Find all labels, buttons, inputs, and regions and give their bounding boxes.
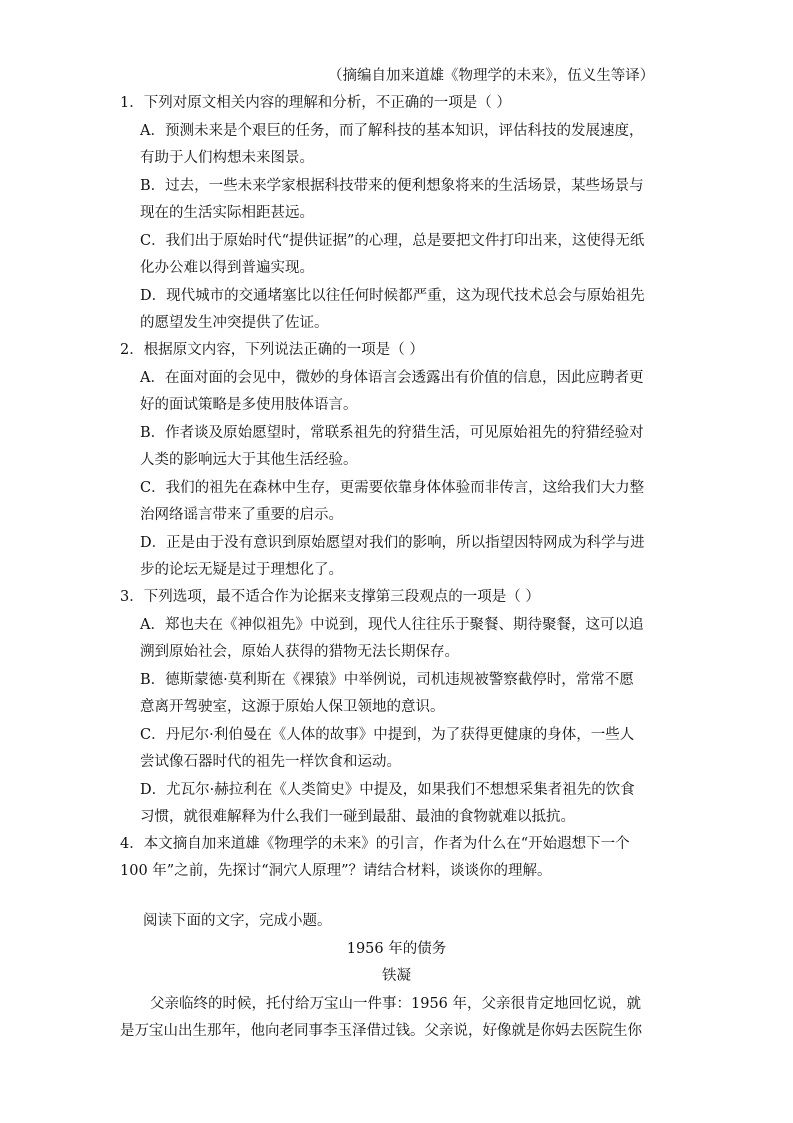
- question-3-stem: 3．下列选项，最不适合作为论据来支撑第三段观点的一项是（ ）: [120, 589, 540, 605]
- q1-option-d: D．现代城市的交通堵塞比以往任何时候都严重，这为现代技术总会与原始祖先: [140, 288, 645, 304]
- q2-option-a: A．在面对面的会见中，微妙的身体语言会透露出有价值的信息，因此应聘者更: [140, 370, 644, 386]
- q3-option-c: C．丹尼尔·利伯曼在《人体的故事》中提到，为了获得更健康的身体，一些人: [140, 727, 635, 743]
- q1-option-a: A．预测未来是个艰巨的任务，而了解科技的基本知识，评估科技的发展速度，: [140, 123, 644, 139]
- q2-option-a-cont: 好的面试策略是多使用肢体语言。: [140, 397, 358, 413]
- q1-option-a-cont: 有助于人们构想未来图景。: [140, 150, 314, 166]
- q2-option-d: D．正是由于没有意识到原始愿望对我们的影响，所以指望因特网成为科学与进: [140, 535, 645, 551]
- reading-instruction: 阅读下面的文字，完成小题。: [143, 913, 332, 929]
- q3-option-d-cont: 习惯，就很难解释为什么我们一碰到最甜、最油的食物就难以抵抗。: [140, 809, 575, 825]
- q2-option-b-cont: 人类的影响远大于其他生活经验。: [140, 452, 358, 468]
- passage-paragraph-line-1: 父亲临终的时候，托付给万宝山一件事：1956 年，父亲很肯定地回忆说，就: [150, 996, 642, 1012]
- q2-option-b: B．作者谈及原始愿望时，常联系祖先的狩猎生活，可见原始祖先的狩猎经验对: [140, 425, 644, 441]
- passage-author: 铁凝: [382, 968, 411, 984]
- q3-option-d: D．尤瓦尔·赫拉利在《人类简史》中提及，如果我们不想想采集者祖先的饮食: [140, 782, 635, 798]
- q3-option-c-cont: 尝试像石器时代的祖先一样饮食和运动。: [140, 754, 401, 770]
- q1-option-b: B．过去，一些未来学家根据科技带来的便利想象将来的生活场景，某些场景与: [140, 178, 644, 194]
- q3-option-a-cont: 溯到原始社会，原始人获得的猎物无法长期保存。: [140, 644, 459, 660]
- question-4-stem: 4．本文摘自加来道雄《物理学的未来》的引言，作者为什么在“开始遐想下一个: [120, 836, 630, 852]
- q3-option-b-cont: 意离开驾驶室，这源于原始人保卫领地的意识。: [140, 699, 445, 715]
- passage-title: 1956 年的债务: [346, 941, 447, 957]
- q2-option-d-cont: 步的论坛无疑是过于理想化了。: [140, 562, 343, 578]
- question-2-stem: 2．根据原文内容，下列说法正确的一项是（ ）: [120, 342, 424, 358]
- passage-paragraph-line-2: 是万宝山出生那年，他向老同事李玉泽借过钱。父亲说，好像就是你妈去医院生你: [120, 1023, 642, 1039]
- q1-option-d-cont: 的愿望发生冲突提供了佐证。: [140, 315, 329, 331]
- q1-option-b-cont: 现在的生活实际相距甚远。: [140, 205, 314, 221]
- q3-option-b: B．德斯蒙德·莫利斯在《裸猿》中举例说，司机违规被警察截停时，常常不愿: [140, 672, 634, 688]
- q2-option-c: C．我们的祖先在森林中生存，更需要依靠身体体验而非传言，这给我们大力整: [140, 480, 645, 496]
- q2-option-c-cont: 治网络谣言带来了重要的启示。: [140, 507, 343, 523]
- source-citation: （摘编自加来道雄《物理学的未来》，伍义生等译）: [328, 68, 655, 84]
- question-4-stem-cont: 100 年”之前，先探讨“洞穴人原理”？请结合材料，谈谈你的理解。: [120, 863, 552, 879]
- q1-option-c-cont: 化办公难以得到普遍实现。: [140, 260, 314, 276]
- question-1-stem: 1．下列对原文相关内容的理解和分析，不正确的一项是（ ）: [120, 95, 511, 111]
- q3-option-a: A．郑也夫在《神似祖先》中说到，现代人往往乐于聚餐、期待聚餐，这可以追: [140, 617, 644, 633]
- q1-option-c: C．我们出于原始时代“提供证据”的心理，总是要把文件打印出来，这使得无纸: [140, 233, 645, 249]
